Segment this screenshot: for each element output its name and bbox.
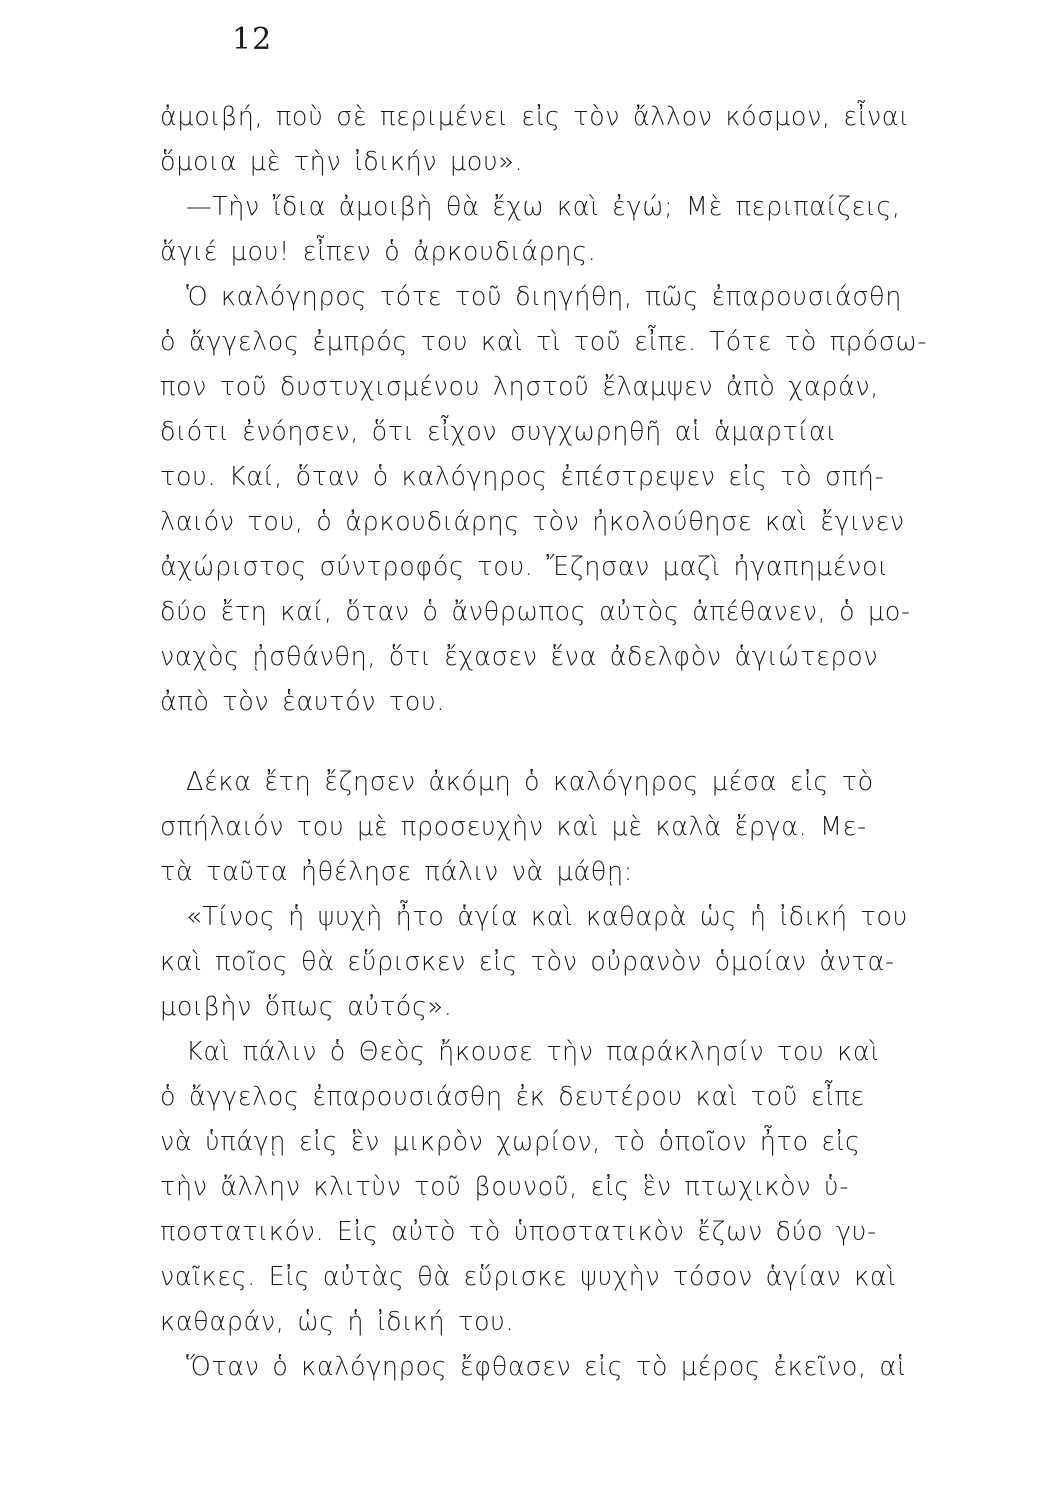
text-line: Ὅταν ὁ καλόγηρος ἔφθασεν εἰς τὸ μέρος ἐκεῖνο, αἱ: [186, 1352, 907, 1382]
text-line: Καὶ πάλιν ὁ Θεὸς ἤκουσε τὴν παράκλησίν του καὶ: [186, 1037, 880, 1067]
text-line: ἅγιέ μου! εἶπεν ὁ ἀρκουδιάρης.: [160, 237, 597, 267]
text-line: μοιβὴν ὅπως αὐτός».: [160, 992, 453, 1022]
text-line: ἀπὸ τὸν ἑαυτόν του.: [160, 687, 446, 717]
text-line: σπήλαιόν του μὲ προσευχὴν καὶ μὲ καλὰ ἔργα. Με-: [160, 812, 867, 842]
text-line: δύο ἔτη καί, ὅταν ὁ ἄνθρωπος αὐτὸς ἀπέθανεν, ὁ μο-: [160, 597, 911, 627]
paragraph-block-1: [160, 95, 960, 725]
text-line: διότι ἐνόησεν, ὅτι εἶχον συγχωρηθῆ αἱ ἁμαρτίαι: [160, 417, 837, 447]
page-number: 12: [232, 22, 273, 57]
text-line: του. Καί, ὅταν ὁ καλόγηρος ἐπέστρεψεν εἰς τὸ σπή-: [160, 462, 885, 492]
text-line: τὴν ἄλλην κλιτὺν τοῦ βουνοῦ, εἰς ἓν πτωχικὸν ὑ-: [160, 1172, 850, 1202]
text-line: νὰ ὑπάγῃ εἰς ἓν μικρὸν χωρίον, τὸ ὁποῖον ἦτο εἰς: [160, 1127, 861, 1157]
text-line: Ὁ καλόγηρος τότε τοῦ διηγήθη, πῶς ἐπαρουσιάσθη: [186, 282, 902, 312]
text-line: Δέκα ἔτη ἔζησεν ἀκόμη ὁ καλόγηρος μέσα εἰς τὸ: [186, 767, 874, 797]
text-line: τὰ ταῦτα ἠθέλησε πάλιν νὰ μάθῃ:: [160, 857, 633, 887]
text-line: καὶ ποῖος θὰ εὕρισκεν εἰς τὸν οὐρανὸν ὁμοίαν ἀντα-: [160, 947, 895, 977]
text-line: ὅμοια μὲ τὴν ἰδικήν μου».: [160, 147, 524, 177]
text-line: ἀμοιβή, ποὺ σὲ περιμένει εἰς τὸν ἄλλον κόσμον, εἶναι: [160, 102, 910, 132]
text-line: καθαράν, ὡς ἡ ἰδική του.: [160, 1307, 515, 1337]
text-line: «Τίνος ἡ ψυχὴ ἦτο ἁγία καὶ καθαρὰ ὡς ἡ ἰδική του: [186, 902, 908, 932]
text-line: ὁ ἄγγελος ἐπαρουσιάσθη ἐκ δευτέρου καὶ τοῦ εἶπε: [160, 1082, 865, 1112]
text-line: ναῖκες. Εἰς αὐτὰς θὰ εὕρισκε ψυχὴν τόσον ἁγίαν καὶ: [160, 1262, 897, 1292]
text-line: ποστατικόν. Εἰς αὐτὸ τὸ ὑποστατικὸν ἔζων δύο γυ-: [160, 1217, 877, 1247]
text-line: πον τοῦ δυστυχισμένου ληστοῦ ἔλαμψεν ἀπὸ χαράν,: [160, 372, 879, 402]
text-line: λαιόν του, ὁ ἀρκουδιάρης τὸν ἠκολούθησε καὶ ἔγινεν: [160, 507, 905, 537]
text-line: ἀχώριστος σύντροφός του. Ἔζησαν μαζὶ ἠγαπημένοι: [160, 552, 889, 582]
text-line: ναχὸς ᾐσθάνθη, ὅτι ἔχασεν ἕνα ἀδελφὸν ἁγιώτερον: [160, 642, 879, 672]
text-line: —Τὴν ἴδια ἀμοιβὴ θὰ ἔχω καὶ ἐγώ; Μὲ περιπαίζεις,: [186, 192, 901, 222]
paragraph-block-2: [160, 760, 960, 1390]
text-line: ὁ ἄγγελος ἐμπρός του καὶ τὶ τοῦ εἶπε. Τότε τὸ πρόσω-: [160, 327, 928, 357]
